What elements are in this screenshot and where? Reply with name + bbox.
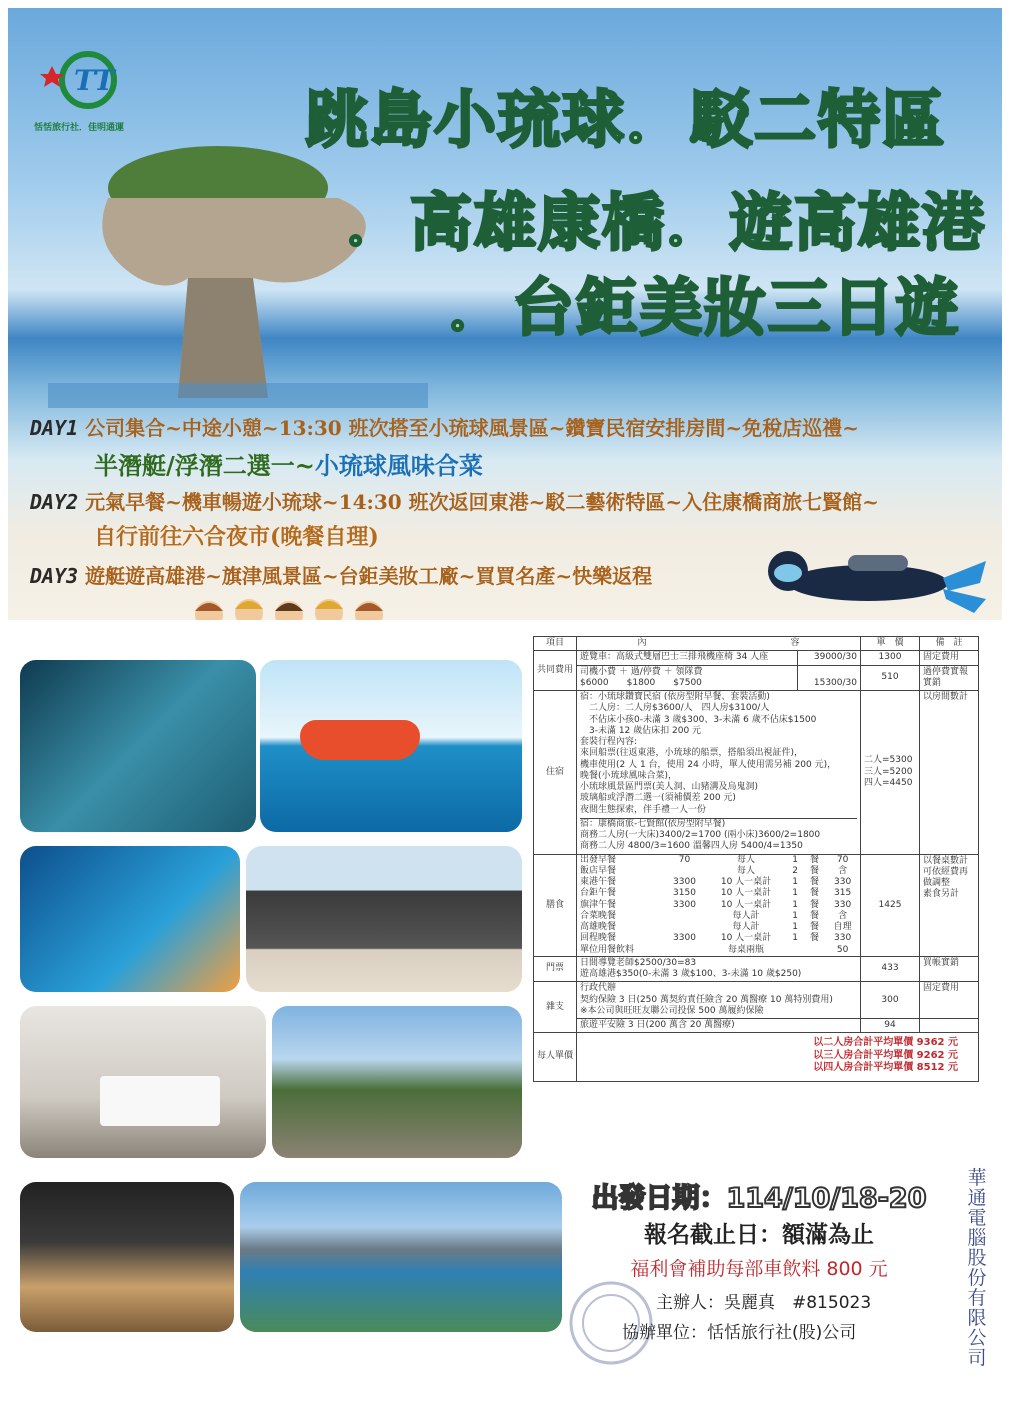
- lodging-line: 來回船票(往返東港，小琉球的船票，搭船須出視証件)，: [580, 748, 804, 759]
- meal-cell: [787, 945, 804, 956]
- meal-row: [577, 888, 860, 899]
- meal-cell: [664, 945, 706, 956]
- cost-table: [533, 636, 979, 1082]
- table-row: [534, 956, 979, 982]
- title-line-1: 跳島小琉球．駁二特區: [306, 83, 947, 156]
- meal-cell: 70: [836, 854, 849, 865]
- meal-cell: 330: [834, 899, 852, 910]
- day3-line: [30, 560, 652, 589]
- header-content: [577, 637, 861, 651]
- common-fees-note: 過停費實報實銷: [920, 665, 979, 691]
- seal-char: 腦: [967, 1227, 987, 1249]
- day1-dinner: 小琉球風味合菜: [314, 451, 483, 480]
- day3-text: 遊艇遊高雄港~旗津風景區~台鉅美妝工廠~買買名產~快樂返程: [85, 564, 653, 588]
- day2-line: [30, 486, 879, 515]
- meals-label: 膳食: [534, 854, 577, 956]
- lodging-line: 機車使用(2 人 1 台，使用 24 小時，單人使用需另補 200 元)，: [580, 759, 837, 770]
- meal-row: [577, 933, 860, 944]
- header-content-1: 內: [637, 638, 647, 648]
- misc-details: [577, 982, 861, 1019]
- meal-cell: 單位用餐飲料: [580, 944, 635, 955]
- departure-info: [566, 1168, 952, 1368]
- table-header-row: [534, 637, 979, 651]
- lodging-price: 二人=5300 三人=5200 四人=4450: [861, 691, 920, 855]
- pier2-market-photo: [272, 1006, 522, 1158]
- lodging-line: 3-未滿 12 歲佔床扣 200 元: [580, 725, 702, 736]
- pier2-warehouses-photo: [246, 846, 522, 992]
- meal-row: [577, 945, 860, 956]
- misc-insurance: 旅遊平安險 3 日(200 萬含 20 萬醫療): [577, 1019, 861, 1033]
- misc-line: ※本公司與旺旺友聯公司投保 500 萬履約保險: [580, 1005, 764, 1016]
- kids-illustration: [184, 593, 394, 620]
- per-person-three: 以三人房合計平均單價 9262 元: [813, 1049, 958, 1061]
- day2-label: DAY2: [30, 490, 79, 514]
- semi-submarine-interior-photo: [20, 660, 256, 832]
- table-row: [534, 691, 979, 855]
- meal-cell: 315: [834, 888, 852, 899]
- meal-cell: 3300: [673, 899, 696, 910]
- meal-cell: 1: [792, 888, 798, 899]
- logo-caption: 恬恬旅行社．佳明通運: [34, 123, 125, 133]
- day1-line-2: [94, 446, 483, 481]
- meal-row: [577, 855, 860, 866]
- meal-cell: 高雄晚餐: [580, 922, 617, 932]
- seal-char: 司: [967, 1347, 987, 1369]
- misc-label: 雜支: [534, 982, 577, 1033]
- table-row: [534, 982, 979, 1019]
- tickets-line: 遊高雄港$350(0-未滿 3 歲$100、3-未滿 10 歲$250): [580, 969, 802, 979]
- registration-deadline: 報名截止日：額滿為止: [644, 1222, 874, 1248]
- svg-text:TT: TT: [74, 64, 115, 97]
- meal-cell: 台鉅午餐: [580, 888, 617, 899]
- meal-cell: 10 人一桌計: [720, 933, 772, 944]
- lodging-note: 以房間數計: [920, 691, 979, 855]
- diver-illustration: [748, 533, 988, 620]
- meal-cell: 餐: [809, 933, 819, 944]
- meal-cell: [664, 911, 706, 922]
- meal-cell: 旗津午餐: [580, 899, 617, 910]
- meal-cell: 1: [792, 854, 798, 865]
- title-line-2: ．高雄康橋．遊高雄港: [346, 186, 987, 259]
- lodging-line: 小琉球風景區門票(美人洞、山豬溝及烏鬼洞): [580, 782, 759, 792]
- day2-text: 元氣早餐~機車暢遊小琉球~14:30 班次返回東港~駁二藝術特區~入住康橋商旅七賢館~: [85, 490, 879, 514]
- common-fees: [577, 665, 798, 691]
- misc-price: 300: [861, 982, 920, 1019]
- day1-text: 公司集合~中途小憩~13:30 班次搭至小琉球風景區~鑽寶民宿安排房間~免稅店巡禮~: [85, 416, 859, 440]
- meal-cell: 70: [678, 854, 691, 865]
- meals-note: 以餐桌數計 可依經費再做調整 素食另計: [920, 854, 979, 956]
- meal-cell: 自理: [833, 922, 852, 932]
- lodging-line: 商務二人房(一大床)3400/2=1700 (兩小床)3600/2=1800: [580, 830, 821, 840]
- vertical-company-seal: [948, 1168, 1006, 1368]
- common-label: 共同費用: [534, 651, 577, 691]
- meal-cell: 2: [792, 865, 798, 876]
- organizer: 主辦人：吳麗真 #815023: [656, 1293, 872, 1313]
- departure-date: 出發日期：114/10/18-20: [591, 1183, 927, 1214]
- meal-cell: 330: [834, 933, 852, 944]
- table-row: [534, 1019, 979, 1033]
- meal-cell: 含: [838, 865, 848, 876]
- meal-cell: 1: [792, 910, 798, 921]
- day1-activity: 半潛艇/浮潛二選一~: [94, 451, 315, 480]
- header-content-2: 容: [790, 638, 800, 648]
- seal-char: 電: [967, 1207, 987, 1229]
- meal-cell: 每人: [737, 854, 756, 865]
- tickets-note: 買帳實銷: [920, 956, 979, 982]
- day1-line: [30, 412, 859, 441]
- meal-cell: 餐: [809, 922, 819, 932]
- meal-cell: 10 人一桌計: [720, 888, 772, 899]
- meal-cell: 餐: [809, 854, 819, 865]
- misc-line: 行政代辦: [580, 983, 617, 994]
- seal-char: 份: [967, 1267, 987, 1289]
- per-person-label: 每人單價: [534, 1033, 577, 1082]
- per-person-four: 以四人房合計平均單價 8512 元: [813, 1062, 958, 1074]
- tickets-line: 日間導覽老師$2500/30=83: [580, 957, 697, 968]
- table-row: [534, 854, 979, 956]
- seal-char: 公: [967, 1327, 987, 1349]
- table-row: [534, 651, 979, 665]
- header-note: 備 註: [920, 637, 979, 651]
- common-fees-calc: 15300/30: [798, 665, 861, 691]
- meal-cell: 每人計: [732, 922, 760, 932]
- meal-row: [577, 911, 860, 922]
- lodging-line: 玻璃船或浮潛二選一(須補價差 200 元): [580, 793, 736, 804]
- meal-cell: 1: [792, 922, 798, 932]
- co-organizer: 協辦單位：恬恬旅行社(股)公司: [622, 1323, 857, 1343]
- lodging-line: 宿：康橋商旅-七賢館(依房型附早餐): [580, 818, 857, 830]
- meal-cell: 330: [834, 877, 852, 887]
- common-fees-price: 510: [861, 665, 920, 691]
- tickets-label: 門票: [534, 956, 577, 982]
- meal-row: [577, 900, 860, 911]
- seal-char: 有: [967, 1287, 987, 1309]
- common-bus-price: 1300: [861, 651, 920, 665]
- semi-submarine-boat-photo: [260, 660, 522, 832]
- meal-cell: 每人: [737, 865, 756, 876]
- seal-char: 華: [967, 1167, 987, 1189]
- common-bus: 遊覽車：高級式雙層巴士三排飛機座椅 34 人座: [577, 651, 798, 665]
- table-row: [534, 1033, 979, 1082]
- meal-cell: 回程晚餐: [580, 933, 617, 944]
- meal-row: [577, 866, 860, 877]
- lodging-line: 晚餐(小琉球風味合菜)，: [580, 770, 678, 781]
- meals-subtable: [577, 855, 860, 956]
- seal-char: 通: [967, 1187, 987, 1209]
- common-bus-note: 固定費用: [920, 651, 979, 665]
- meals-details: [577, 854, 861, 956]
- meal-cell: [664, 922, 706, 933]
- flower-vase-rock-image: [48, 128, 428, 408]
- misc-insurance-note: [920, 1019, 979, 1033]
- seal-char: 股: [967, 1247, 987, 1269]
- meal-cell: [804, 945, 826, 956]
- seal-char: 限: [967, 1307, 987, 1329]
- seal-characters: [948, 1168, 1006, 1368]
- common-fees-line2: $6000 $1800 $7500: [580, 677, 702, 688]
- lodging-line: 套裝行程內容:: [580, 737, 638, 747]
- common-fees-line1: 司機小費 ＋ 過/停費 ＋ 領隊費: [580, 666, 703, 677]
- meal-cell: 10 人一桌計: [720, 877, 772, 887]
- welfare-subsidy: 福利會補助每部車飲料 800 元: [630, 1258, 888, 1280]
- misc-insurance-price: 94: [861, 1019, 920, 1033]
- meal-cell: 飯店早餐: [580, 865, 617, 876]
- tickets-price: 433: [861, 956, 920, 982]
- meal-cell: 1: [792, 899, 798, 910]
- tickets-details: [577, 956, 861, 982]
- day1-label: DAY1: [30, 416, 79, 440]
- meal-cell: 每桌兩瓶: [728, 944, 765, 955]
- lodging-line: 不佔床小孩0-未滿 3 歲$300、3-未滿 6 歲不佔床$1500: [580, 714, 817, 725]
- meal-cell: 餐: [809, 910, 819, 921]
- meal-row: [577, 922, 860, 933]
- meal-cell: 餐: [809, 865, 819, 876]
- common-bus-calc: 39000/30: [798, 651, 861, 665]
- meal-cell: 3300: [673, 877, 696, 887]
- meals-price: 1425: [861, 854, 920, 956]
- meal-cell: 1: [792, 933, 798, 944]
- meal-cell: 餐: [809, 877, 819, 887]
- table-row: [534, 665, 979, 691]
- misc-note: 固定費用: [920, 982, 979, 1019]
- meal-cell: 1: [792, 877, 798, 887]
- day2-line-2: 自行前往六合夜市(晚餐自理): [94, 524, 379, 550]
- meal-row: [577, 877, 860, 888]
- meal-cell: [664, 866, 706, 877]
- day3-label: DAY3: [30, 564, 79, 588]
- cosmetics-factory-photo: [20, 1182, 234, 1332]
- meal-cell: 3150: [673, 888, 696, 899]
- title-line-3: ．台鉅美妝三日遊: [448, 271, 961, 344]
- lodging-line: 二人房：二人房$3600/人 四人房$3100/人: [580, 703, 770, 714]
- lodging-line: 宿：小琉球鑽寶民宿 (依房型附早餐、套裝活動): [580, 692, 770, 702]
- per-person-totals: [577, 1033, 979, 1082]
- meal-cell: 每人計: [732, 910, 760, 921]
- meal-cell: 含: [838, 910, 848, 921]
- header-price: 單 價: [861, 637, 920, 651]
- meal-cell: 10 人一桌計: [720, 899, 772, 910]
- lodging-details: [577, 691, 861, 855]
- kaohsiung-harbor-photo: [240, 1182, 562, 1332]
- meal-cell: 餐: [809, 899, 819, 910]
- header-item: 項目: [534, 637, 577, 651]
- snorkeling-photo: [20, 846, 240, 992]
- lodging-label: 住宿: [534, 691, 577, 855]
- hotel-room-photo: [20, 1006, 266, 1158]
- misc-line: 契約保險 3 日(250 萬契約責任險含 20 萬醫療 10 萬特別費用): [580, 994, 833, 1005]
- meal-cell: 餐: [809, 888, 819, 899]
- meal-cell: 東港午餐: [580, 877, 617, 887]
- meal-cell: 3300: [673, 933, 696, 944]
- meal-cell: 合菜晚餐: [580, 910, 617, 921]
- travel-agency-logo: [38, 46, 130, 116]
- lodging-line: 商務二人房 4800/3=1600 溫馨四人房 5400/4=1350: [580, 841, 803, 852]
- per-person-two: 以二人房合計平均單價 9362 元: [813, 1037, 958, 1049]
- meal-cell: 出發早餐: [580, 854, 617, 865]
- meal-cell: 50: [836, 944, 849, 955]
- lodging-line: 夜間生態探索，伴手禮一人一份: [580, 804, 707, 815]
